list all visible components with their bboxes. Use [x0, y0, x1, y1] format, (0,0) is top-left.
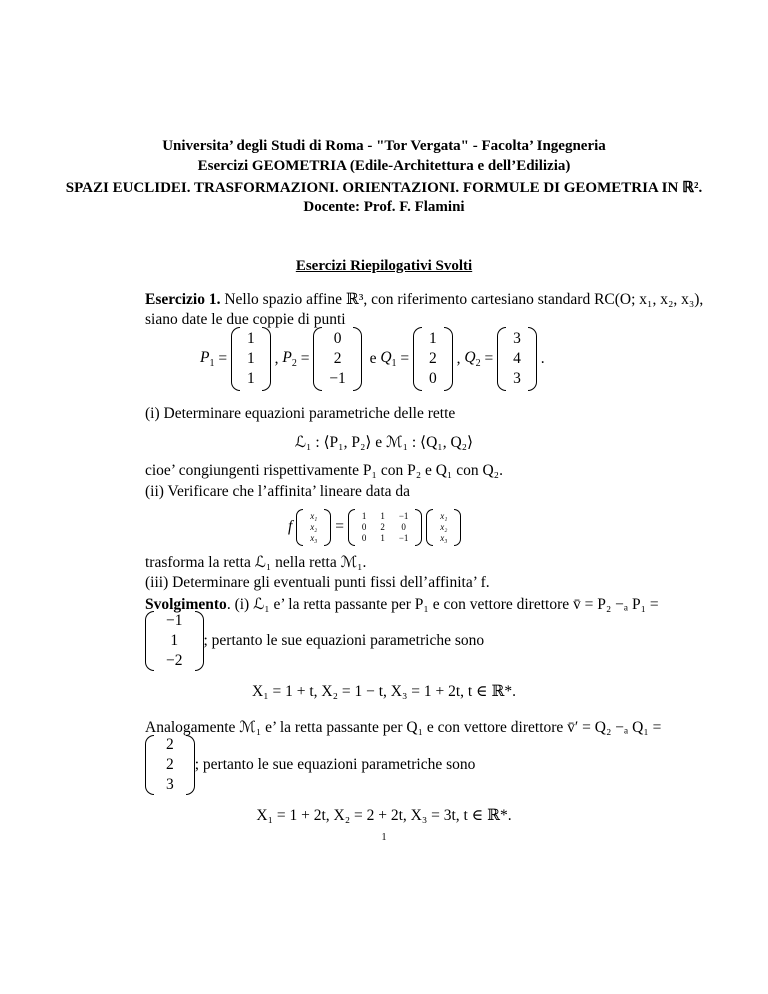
- p1-vector: 1 1 1: [231, 327, 271, 391]
- w-vector: 2 2 3: [145, 735, 195, 795]
- part-1: (i) Determinare equazioni parametriche delle rette: [145, 405, 456, 422]
- part-2: (ii) Verificare che l’affinita’ lineare data da: [145, 483, 411, 500]
- v-vector-row: [145, 610, 484, 672]
- joining-text: cioe’ congiungenti rispettivamente P₁ con P₂ e Q₁ con Q₂.: [145, 462, 503, 479]
- section-title-wrap: [0, 257, 768, 275]
- equation-1: X₁ = 1 + t, X₂ = 1 − t, X₃ = 1 + 2t, t ∈ ℝ*.: [252, 683, 516, 700]
- header-line-1: Universita’ degli Studi di Roma - "Tor Vergata" - Facolta’ Ingegneria: [162, 138, 606, 154]
- p2-vector: 0 2 −1: [313, 327, 362, 391]
- w-vector-row: [145, 734, 475, 796]
- solution-label: Svolgimento: [145, 596, 227, 613]
- header-line-2: Esercizi GEOMETRIA (Edile-Architettura e dell’Edilizia): [197, 158, 571, 174]
- points-row: $P_1$ = 1 1 1 , $P_2$ = 0 2 −1 e $Q_1$ = 1 2 0 , $Q_2$ = 3 4 3 .: [200, 324, 545, 394]
- affinity-vars-left: x₁ x₂ x₃: [296, 509, 331, 546]
- affinity-matrix: 1 0 0 1 2 1 −1 0 −1: [348, 509, 423, 546]
- affinity-formula: f x₁ x₂ x₃ = 1 0 0 1 2 1 −1 0 −1 x₁ x₂ x₃: [288, 504, 461, 550]
- header-line-3: SPAZI EUCLIDEI. TRASFORMAZIONI. ORIENTAZIONI. FORMULE DI GEOMETRIA IN ℝ².: [65, 180, 703, 196]
- v-vector: −1 1 −2: [145, 611, 204, 671]
- exercise-intro: [145, 290, 703, 309]
- page-number: 1: [381, 832, 387, 843]
- q2-vector: 3 4 3: [497, 327, 537, 391]
- header-line-4: Docente: Prof. F. Flamini: [303, 199, 465, 215]
- exercise-intro-text: Nello spazio affine ℝ³, con riferimento cartesiano standard RC(O; x₁, x₂, x₃),: [220, 291, 704, 308]
- maps-text: trasforma la retta ℒ₁ nella retta ℳ₁.: [145, 554, 367, 571]
- q1-vector: 1 2 0: [413, 327, 453, 391]
- solution-text: . (i) ℒ₁ e’ la retta passante per P₁ e con vettore direttore v̄ = P₂ −ₐ P₁ =: [226, 596, 659, 613]
- exercise-intro-2: siano date le due coppie di punti: [145, 311, 346, 328]
- analog-text: Analogamente ℳ₁ e’ la retta passante per Q₁ e con vettore direttore v̄′ = Q₂ −ₐ Q₁ =: [145, 719, 662, 736]
- therefore-text-2: ; pertanto le sue equazioni parametriche sono: [194, 756, 476, 773]
- affinity-vars-right: x₁ x₂ x₃: [426, 509, 461, 546]
- lines-definition: ℒ₁ : ⟨P₁, P₂⟩ e ℳ₁ : ⟨Q₁, Q₂⟩: [294, 434, 474, 451]
- exercise-label: Esercizio 1.: [145, 291, 221, 308]
- equation-2: X₁ = 1 + 2t, X₂ = 2 + 2t, X₃ = 3t, t ∈ ℝ*.: [256, 807, 512, 824]
- therefore-text-1: ; pertanto le sue equazioni parametriche sono: [203, 632, 485, 649]
- part-3: (iii) Determinare gli eventuali punti fissi dell’affinita’ f.: [145, 574, 490, 591]
- section-title: Esercizi Riepilogativi Svolti: [295, 258, 473, 274]
